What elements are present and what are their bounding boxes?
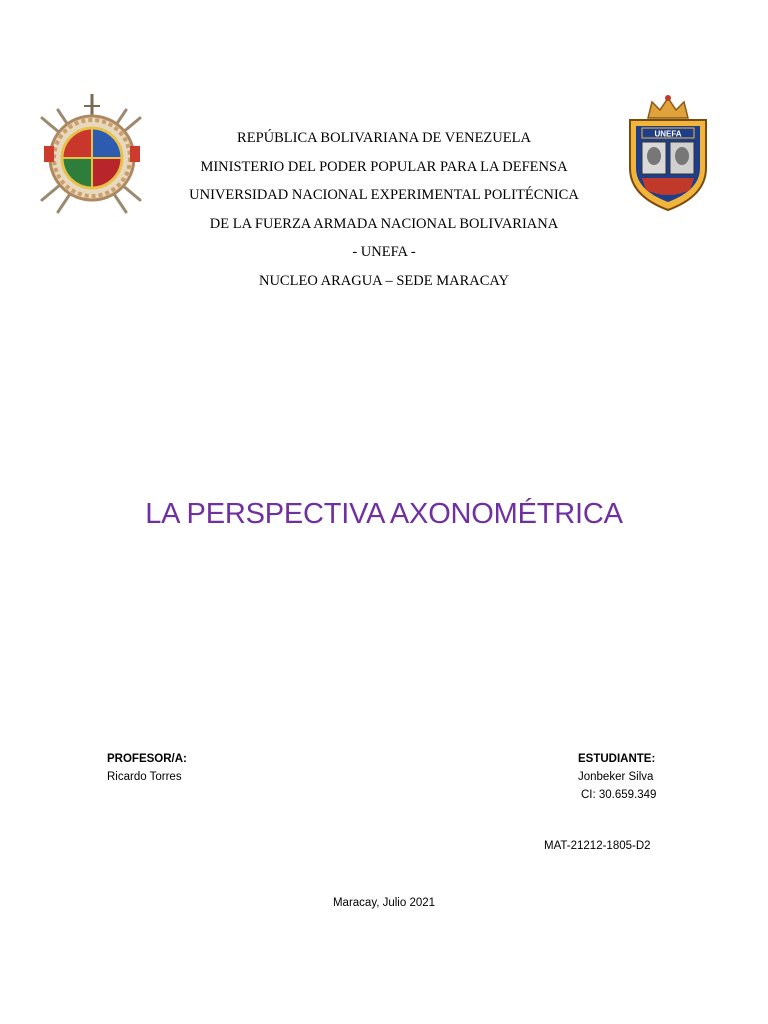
professor-name: Ricardo Torres (107, 771, 182, 783)
student-block (578, 750, 656, 804)
header-line-unefa: - UNEFA - (352, 244, 416, 260)
course-code: MAT-21212-1805-D2 (544, 840, 651, 852)
header-line-university: UNIVERSIDAD NACIONAL EXPERIMENTAL POLITÉCNICA (189, 187, 579, 203)
student-label: ESTUDIANTE: (578, 753, 656, 765)
place-date: Maracay, Julio 2021 (332, 897, 436, 909)
document-title: LA PERSPECTIVA AXONOMÉTRICA (145, 498, 623, 530)
institution-header (150, 124, 618, 295)
header-line-ministry: MINISTERIO DEL PODER POPULAR PARA LA DEFENSA (200, 158, 568, 175)
unefa-shield-logo (620, 92, 716, 214)
student-id: CI: 30.659.349 (581, 789, 657, 801)
header-line-armed-force: DE LA FUERZA ARMADA NACIONAL BOLIVARIANA (209, 215, 559, 232)
student-name: Jonbeker Silva (578, 771, 654, 783)
unefa-logo-text: UNEFA (654, 129, 682, 139)
armed-forces-emblem-logo (36, 92, 148, 218)
header-line-nucleus: NUCLEO ARAGUA – SEDE MARACAY (258, 272, 510, 289)
professor-label: PROFESOR/A: (107, 753, 187, 765)
header-line-republic: REPÚBLICA BOLIVARIANA DE VENEZUELA (237, 130, 531, 146)
professor-block (107, 750, 187, 786)
